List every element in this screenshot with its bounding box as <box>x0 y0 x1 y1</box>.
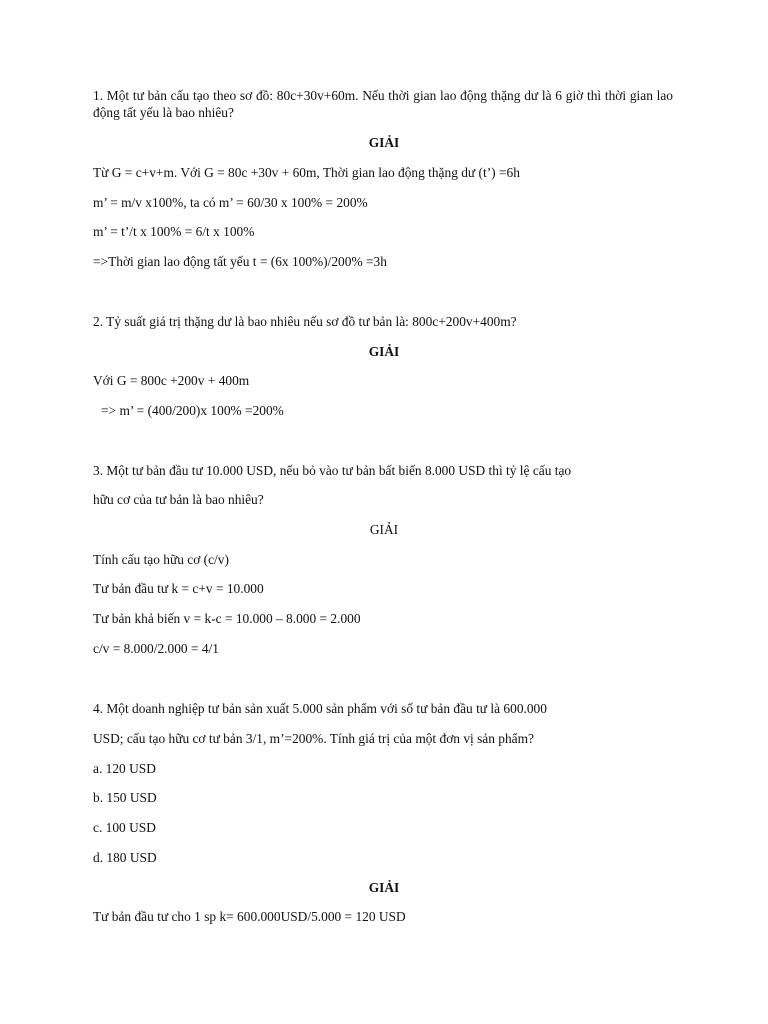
problem-2-question: 2. Tỷ suất giá trị thặng dư là bao nhiêu nếu sơ đồ tư bản là: 800c+200v+400m? <box>93 314 517 329</box>
problem-1-solution-line: =>Thời gian lao động tất yếu t = (6x 100%)/200% =3h <box>93 254 387 269</box>
problem-3-solution-line: Tư bản đầu tư k = c+v = 10.000 <box>93 581 264 596</box>
problem-4-option: d. 180 USD <box>93 850 157 865</box>
problem-4-option: a. 120 USD <box>93 761 156 776</box>
problem-2-solution-line: => m’ = (400/200)x 100% =200% <box>101 403 284 418</box>
problem-1-solution-line: m’ = m/v x100%, ta có m’ = 60/30 x 100% = 200% <box>93 195 368 210</box>
problem-4-question: USD; cấu tạo hữu cơ tư bản 3/1, m’=200%. Tính giá trị của một đơn vị sản phẩm? <box>93 731 534 746</box>
problem-3-solution-line: Tư bản khả biến v = k-c = 10.000 – 8.000 = 2.000 <box>93 611 361 626</box>
problem-4-option: b. 150 USD <box>93 790 157 805</box>
problem-3-question: 3. Một tư bản đầu tư 10.000 USD, nếu bỏ vào tư bản bất biến 8.000 USD thì tỷ lệ cấu tạo <box>93 463 572 478</box>
problem-1-heading: GIẢI <box>368 135 400 150</box>
problem-4-solution-line: Tư bản đầu tư cho 1 sp k= 600.000USD/5.000 = 120 USD <box>93 909 406 924</box>
problem-4-question: 4. Một doanh nghiệp tư bản sản xuất 5.000 sản phẩm với số tư bản đầu tư là 600.000 <box>93 701 547 716</box>
problem-1-question: 1. Một tư bản cấu tạo theo sơ đồ: 80c+30v+60m. Nếu thời gian lao động thặng dư là 6 giờ thì thời gian lao động tất yếu là bao nhiêu? <box>93 88 673 120</box>
problem-3-heading: GIẢI <box>369 522 399 537</box>
problem-4-option: c. 100 USD <box>93 820 156 835</box>
problem-3-question: hữu cơ của tư bản là bao nhiêu? <box>93 492 264 507</box>
problem-1-solution-line: Từ G = c+v+m. Với G = 80c +30v + 60m, Thời gian lao động thặng dư (t’) =6h <box>93 165 520 180</box>
problem-3-solution-line: Tính cấu tạo hữu cơ (c/v) <box>93 552 229 567</box>
problem-3-solution-line: c/v = 8.000/2.000 = 4/1 <box>93 641 219 656</box>
problem-4-heading: GIẢI <box>368 880 400 895</box>
problem-2-solution-line: Với G = 800c +200v + 400m <box>93 373 250 388</box>
problem-2-heading: GIẢI <box>368 344 400 359</box>
problem-1-solution-line: m’ = t’/t x 100% = 6/t x 100% <box>93 224 255 239</box>
